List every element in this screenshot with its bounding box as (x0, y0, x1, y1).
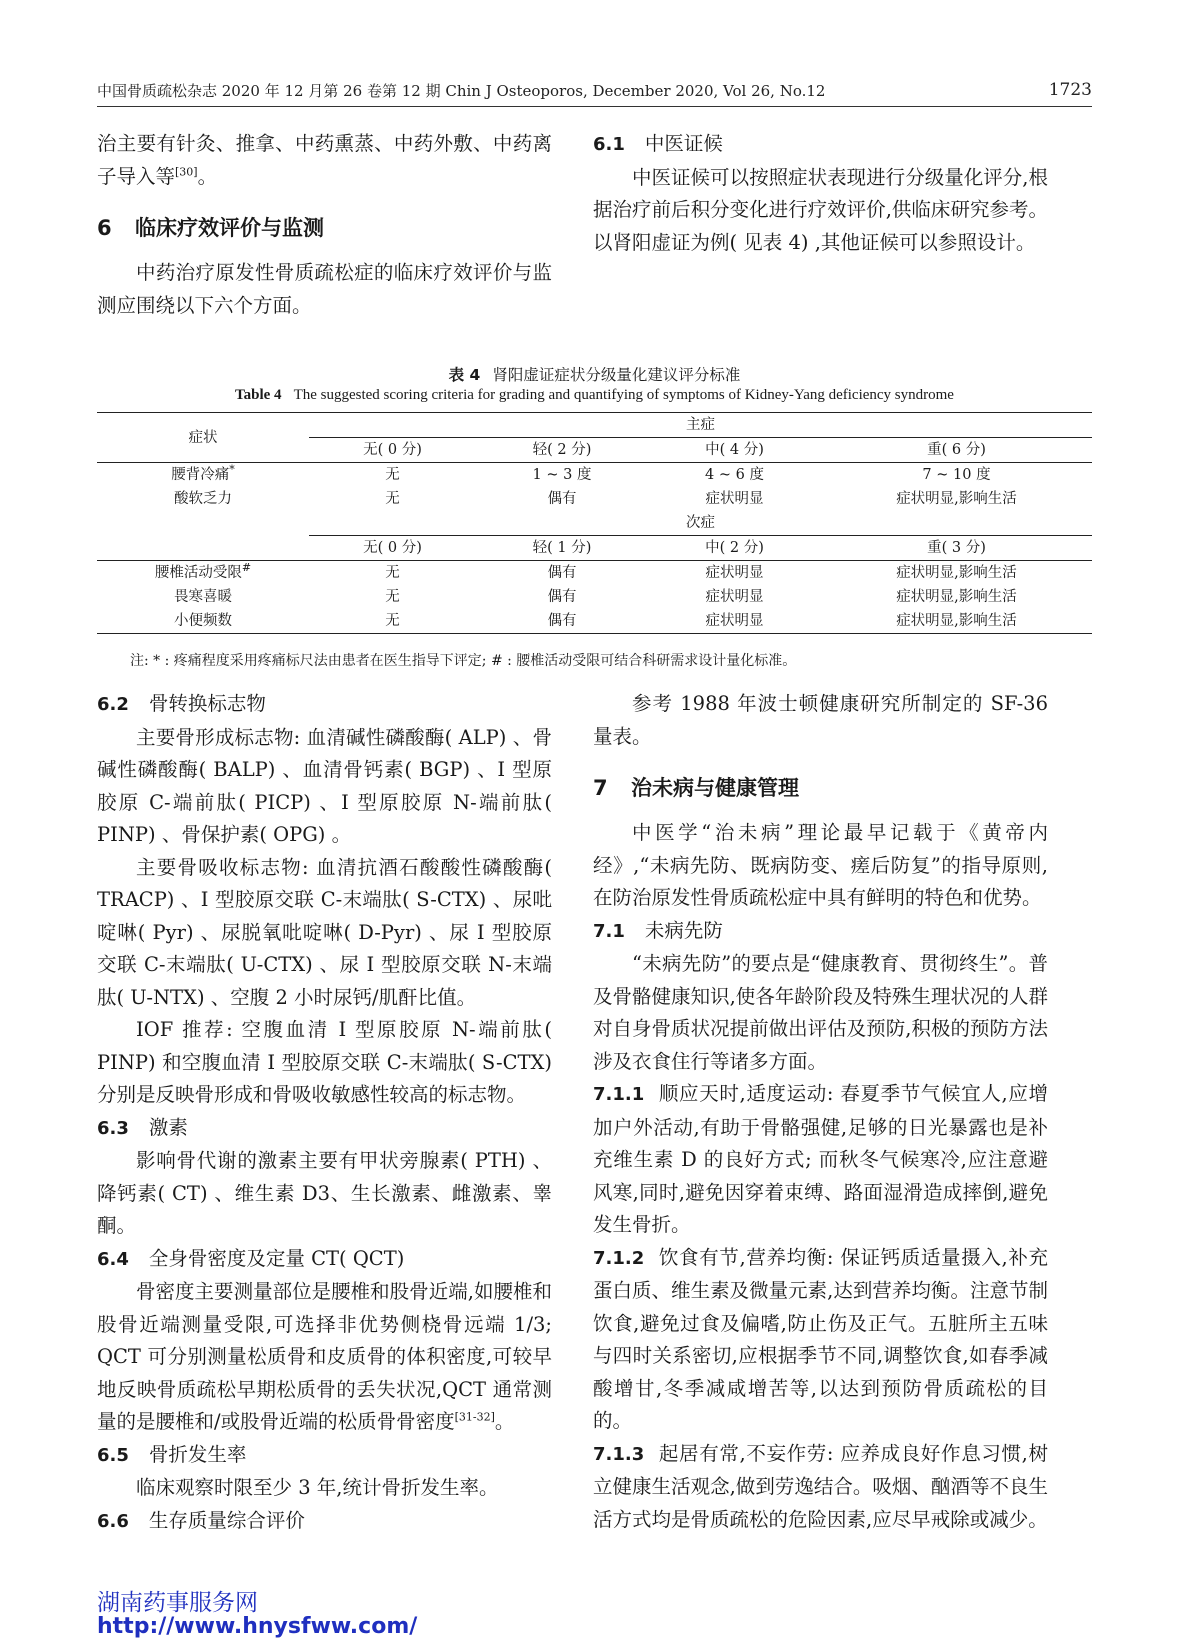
table-col-header: 重( 3 分) (821, 536, 1092, 561)
subsection-paragraph: 7.1.3 起居有常,不妄作劳: 应养成良好作息习惯,树立健康生活观念,做到劳逸结合。吸烟、酗酒等不良生活方式均是骨质疏松的危险因素,应尽早戒除或减少。 (593, 1441, 1048, 1531)
table-cell: 偶有 (547, 613, 577, 629)
table-cell: 1 ~ 3 度 (532, 467, 592, 483)
table-cell: 腰背冷痛* (171, 463, 235, 483)
table-cell: 畏寒喜暖 (174, 589, 232, 605)
left-column-bottom (97, 688, 552, 1538)
section-heading: 7 治未病与健康管理 (593, 776, 799, 800)
paragraph: 临床观察时限至少 3 年,统计骨折发生率。 (136, 1476, 499, 1499)
table-row (97, 585, 1092, 609)
section-heading: 6 临床疗效评价与监测 (97, 216, 324, 240)
paragraph: 参考 1988 年波士顿健康研究所制定的 SF-36 量表。 (593, 692, 1048, 748)
journal-citation: 中国骨质疏松杂志 2020 年 12 月第 26 卷第 12 期 Chin J Osteoporos, December 2020, Vol 26, No.12 (97, 82, 826, 100)
table-4 (97, 412, 1092, 634)
paragraph: 中医证候可以按照症状表现进行分级量化评分,根据治疗前后积分变化进行疗效评价,供临床研究参考。以肾阳虚证为例( 见表 4) ,其他证候可以参照设计。 (593, 165, 1048, 254)
right-column-bottom (593, 688, 1048, 1536)
paragraph: 中药治疗原发性骨质疏松症的临床疗效评价与监测应围绕以下六个方面。 (97, 261, 552, 317)
table-cell: 4 ~ 6 度 (705, 467, 764, 483)
table-cell: 症状明显,影响生活 (896, 565, 1017, 581)
header-rule (97, 106, 1092, 107)
table-col-header: 无( 0 分) (309, 536, 476, 561)
table-col-header: 中( 2 分) (648, 536, 821, 561)
subsection-heading: 6.3 激素 (97, 1115, 188, 1139)
table-cell: 症状明显 (705, 613, 764, 629)
table-cell: 无 (385, 491, 400, 507)
subsection-heading: 6.5 骨折发生率 (97, 1442, 247, 1466)
table-header-symptom: 症状 (188, 429, 218, 446)
table-caption-cn: 表 4 肾阳虚证症状分级量化建议评分标准 (448, 366, 741, 384)
citation: [31-32] (454, 1410, 495, 1424)
watermark-url[interactable]: http://www.hnysfww.com/ (97, 1614, 418, 1639)
table-col-header: 无( 0 分) (309, 438, 476, 463)
watermark-site-name: 湖南药事服务网 (97, 1590, 258, 1616)
running-header (97, 80, 1092, 104)
table-col-header: 轻( 2 分) (476, 438, 648, 463)
right-column-top (593, 128, 1048, 259)
subsection-heading: 6.6 生存质量综合评价 (97, 1508, 305, 1532)
subsection-heading: 6.1 中医证候 (593, 132, 723, 155)
table-cell: 酸软乏力 (174, 491, 232, 507)
table-note: 注: * : 疼痛程度采用疼痛标尺法由患者在医生指导下评定; # : 腰椎活动受限可结合科研需求设计量化标准。 (130, 653, 797, 669)
table-row (97, 561, 1092, 586)
paragraph: 影响骨代谢的激素主要有甲状旁腺素( PTH) 、降钙素( CT) 、维生素 D3、生长激素、雌激素、睾酮。 (97, 1149, 552, 1237)
citation: [30] (175, 165, 198, 178)
paragraph: “未病先防”的要点是“健康教育、贯彻终生”。普及骨骼健康知识,使各年龄阶段及特殊生理状况的人群对自身骨质状况提前做出评估及预防,积极的预防方法涉及衣食住行等诸多方面。 (593, 952, 1048, 1073)
table-cell: 7 ~ 10 度 (922, 467, 991, 483)
table-col-header: 轻( 1 分) (476, 536, 648, 561)
table-header-main: 主症 (309, 413, 1092, 438)
paragraph: IOF 推荐: 空腹血清 I 型原胶原 N-端前肽( PINP) 和空腹血清 I 型胶原交联 C-末端肽( S-CTX) 分别是反映骨形成和骨吸收敏感性较高的标志物。 (97, 1018, 552, 1106)
paragraph: 中医学“治未病”理论最早记载于《黄帝内经》,“未病先防、既病防变、瘥后防复”的指导原则,在防治原发性骨质疏松症中具有鲜明的特色和优势。 (593, 821, 1048, 909)
table-cell: 无 (385, 467, 400, 483)
table-cell: 无 (385, 589, 400, 605)
table-row (97, 487, 1092, 511)
table-col-header: 重( 6 分) (821, 438, 1092, 463)
paragraph: 治主要有针灸、推拿、中药熏蒸、中药外敷、中药离子导入等[30]。 (97, 132, 552, 188)
table-cell: 症状明显,影响生活 (896, 613, 1017, 629)
subsection-paragraph: 7.1.1 顺应天时,适度运动: 春夏季节气候宜人,应增加户外活动,有助于骨骼强健,足够的日光暴露也是补充维生素 D 的良好方式; 而秋冬气候寒冷,应注意避风寒,同时,避免因穿着束缚、路面湿滑造成摔倒,避免发生骨折。 (593, 1082, 1048, 1236)
table-cell: 无 (385, 565, 400, 581)
table-cell: 症状明显 (705, 565, 764, 581)
table-caption-en: Table 4 The suggested scoring criteria for grading and quantifying of symptoms of Kidney-Yang deficiency syndrome (235, 387, 954, 403)
table-cell: 无 (385, 613, 400, 629)
table-cell: 症状明显 (705, 491, 764, 507)
left-column-top (97, 128, 552, 322)
table-row (97, 609, 1092, 634)
table-cell: 偶有 (547, 491, 577, 507)
page-number: 1723 (1048, 80, 1092, 100)
paragraph: 主要骨吸收标志物: 血清抗酒石酸酸性磷酸酶( TRACP) 、I 型胶原交联 C-末端肽( S-CTX) 、尿吡啶啉( Pyr) 、尿脱氧吡啶啉( D-Pyr) 、尿 I 型胶原交联 C-末端肽( U-CTX) 、尿 I 型胶原交联 N-末端肽( U-NTX) 、空腹 2 小时尿钙/肌酐比值。 (97, 855, 552, 1009)
table-cell: 症状明显,影响生活 (896, 589, 1017, 605)
table-cell: 偶有 (547, 565, 577, 581)
table-cell: 症状明显,影响生活 (896, 491, 1017, 507)
table-cell: 偶有 (547, 589, 577, 605)
subsection-heading: 6.4 全身骨密度及定量 CT( QCT) (97, 1246, 405, 1270)
table-cell: 小便频数 (174, 613, 232, 629)
table-cell: 腰椎活动受限# (154, 561, 252, 581)
table-row (97, 463, 1092, 488)
paragraph: 主要骨形成标志物: 血清碱性磷酸酶( ALP) 、骨碱性磷酸酶( BALP) 、血清骨钙素( BGP) 、I 型原胶原 C-端前肽( PICP) 、I 型原胶原 N-端前肽( PINP) 、骨保护素( OPG) 。 (97, 725, 552, 846)
table-col-header: 中( 4 分) (648, 438, 821, 463)
paragraph: 骨密度主要测量部位是腰椎和股骨近端,如腰椎和股骨近端测量受限,可选择非优势侧桡骨远端 1/3; QCT 可分别测量松质骨和皮质骨的体积密度,可较早地反映骨质疏松早期松质骨的丢失状况,QCT 通常测量的是腰椎和/或股骨近端的松质骨骨密度[31-32]。 (97, 1280, 552, 1433)
subsection-heading: 6.2 骨转换标志物 (97, 692, 266, 715)
subsection-paragraph: 7.1.2 饮食有节,营养均衡: 保证钙质适量摄入,补充蛋白质、维生素及微量元素,达到营养均衡。注意节制饮食,避免过食及偏嗜,防止伤及正气。五脏所主五味与四时关系密切,应根据季节不同,调整饮食,如春季减酸增甘,冬季减咸增苦等,以达到预防骨质疏松的目的。 (593, 1245, 1048, 1432)
table-header-secondary: 次症 (309, 511, 1092, 536)
subsection-heading: 7.1 未病先防 (593, 918, 723, 942)
table-cell: 症状明显 (705, 589, 764, 605)
